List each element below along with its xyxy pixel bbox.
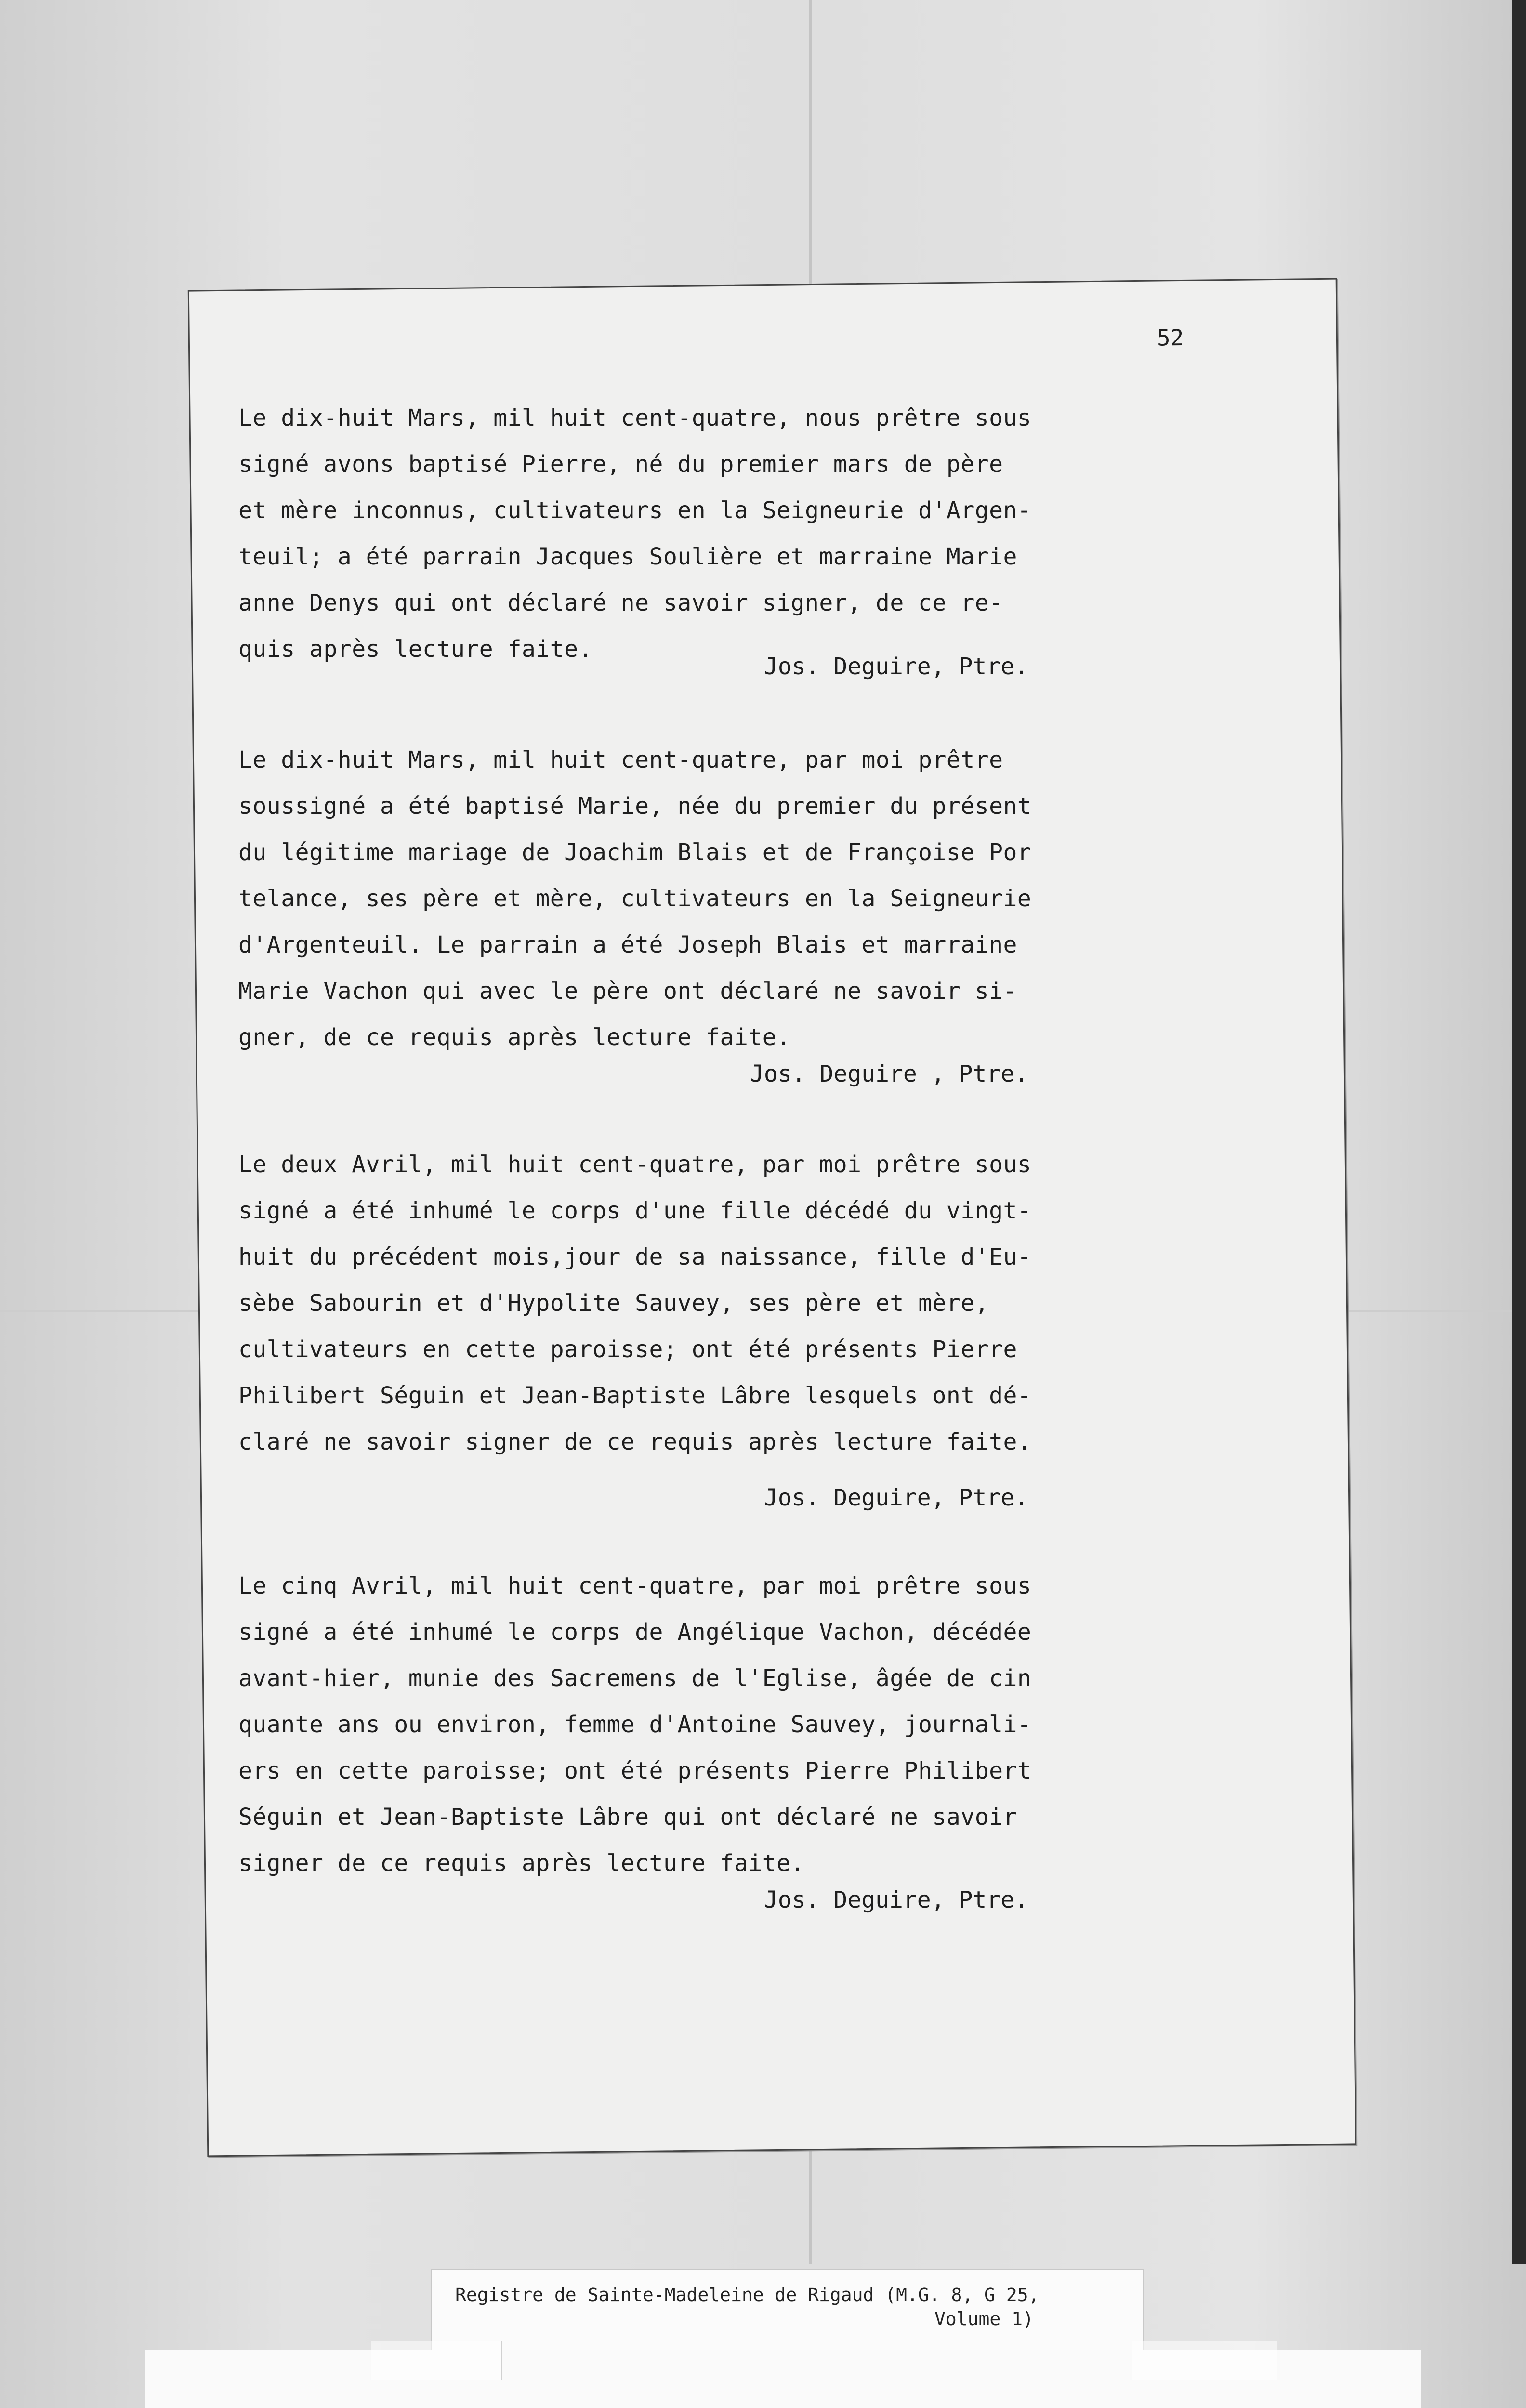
entry-line: sèbe Sabourin et d'Hypolite Sauvey, ses père et mère, [238,1290,989,1317]
caption-text [455,2283,1039,2331]
entry-line: signer de ce requis après lecture faite. [238,1850,805,1877]
entry-line: avant-hier, munie des Sacremens de l'Eglise, âgée de cin [238,1665,1032,1692]
caption-slip [431,2269,1144,2351]
entry-line: Le dix-huit Mars, mil huit cent-quatre, nous prêtre sous [238,405,1032,432]
entry-line: quis après lecture faite. [238,636,592,663]
entry-signature: Jos. Deguire, Ptre. [763,653,1028,680]
entry-line: Marie Vachon qui avec le père ont déclaré ne savoir si- [238,978,1017,1005]
entry-line: d'Argenteuil. Le parrain a été Joseph Blais et marraine [238,931,1017,958]
entry-signature: Jos. Deguire, Ptre. [763,1484,1028,1511]
register-entry [238,395,1048,690]
caption-line: Volume 1) [934,2308,1034,2329]
entry-signature: Jos. Deguire, Ptre. [763,1886,1028,1913]
entry-line: Séguin et Jean-Baptiste Lâbre qui ont déclaré ne savoir [238,1804,1017,1831]
archive-card [145,2350,1421,2408]
entry-line: telance, ses père et mère, cultivateurs en la Seigneurie [238,885,1032,912]
entry-line: teuil; a été parrain Jacques Soulière et marraine Marie [238,543,1017,570]
entry-line: du légitime mariage de Joachim Blais et de Françoise Por [238,839,1032,866]
entry-line: Le deux Avril, mil huit cent-quatre, par moi prêtre sous [238,1151,1032,1178]
caption-line: Registre de Sainte-Madeleine de Rigaud (M.G. 8, G 25, [455,2284,1039,2305]
register-entry [238,1141,1048,1521]
register-entry [238,1563,1048,1923]
entry-line: ers en cette paroisse; ont été présents Pierre Philibert [238,1757,1032,1784]
entry-line: signé avons baptisé Pierre, né du premier mars de père [238,451,1003,478]
tape-strip [1132,2341,1277,2380]
entry-line: signé a été inhumé le corps de Angélique Vachon, décédée [238,1619,1032,1646]
film-edge [1512,0,1526,2264]
entry-line: Philibert Séguin et Jean-Baptiste Lâbre lesquels ont dé- [238,1382,1032,1409]
page-number: 52 [1157,324,1184,351]
entry-line: quante ans ou environ, femme d'Antoine Sauvey, journali- [238,1711,1032,1738]
entry-line: claré ne savoir signer de ce requis après lecture faite. [238,1428,1032,1455]
entry-line: cultivateurs en cette paroisse; ont été présents Pierre [238,1336,1017,1363]
entry-line: huit du précédent mois,jour de sa naissance, fille d'Eu- [238,1243,1032,1270]
register-entry [238,737,1048,1097]
entry-line: Le cinq Avril, mil huit cent-quatre, par moi prêtre sous [238,1572,1032,1599]
entry-line: Le dix-huit Mars, mil huit cent-quatre, par moi prêtre [238,746,1003,773]
tape-strip [371,2341,502,2380]
entry-signature: Jos. Deguire , Ptre. [750,1060,1028,1087]
entry-line: et mère inconnus, cultivateurs en la Seigneurie d'Argen- [238,497,1032,524]
entry-line: gner, de ce requis après lecture faite. [238,1024,791,1051]
entry-line: anne Denys qui ont déclaré ne savoir signer, de ce re- [238,589,1003,616]
entry-line: signé a été inhumé le corps d'une fille décédé du vingt- [238,1197,1032,1224]
entry-line: soussigné a été baptisé Marie, née du premier du présent [238,793,1032,820]
